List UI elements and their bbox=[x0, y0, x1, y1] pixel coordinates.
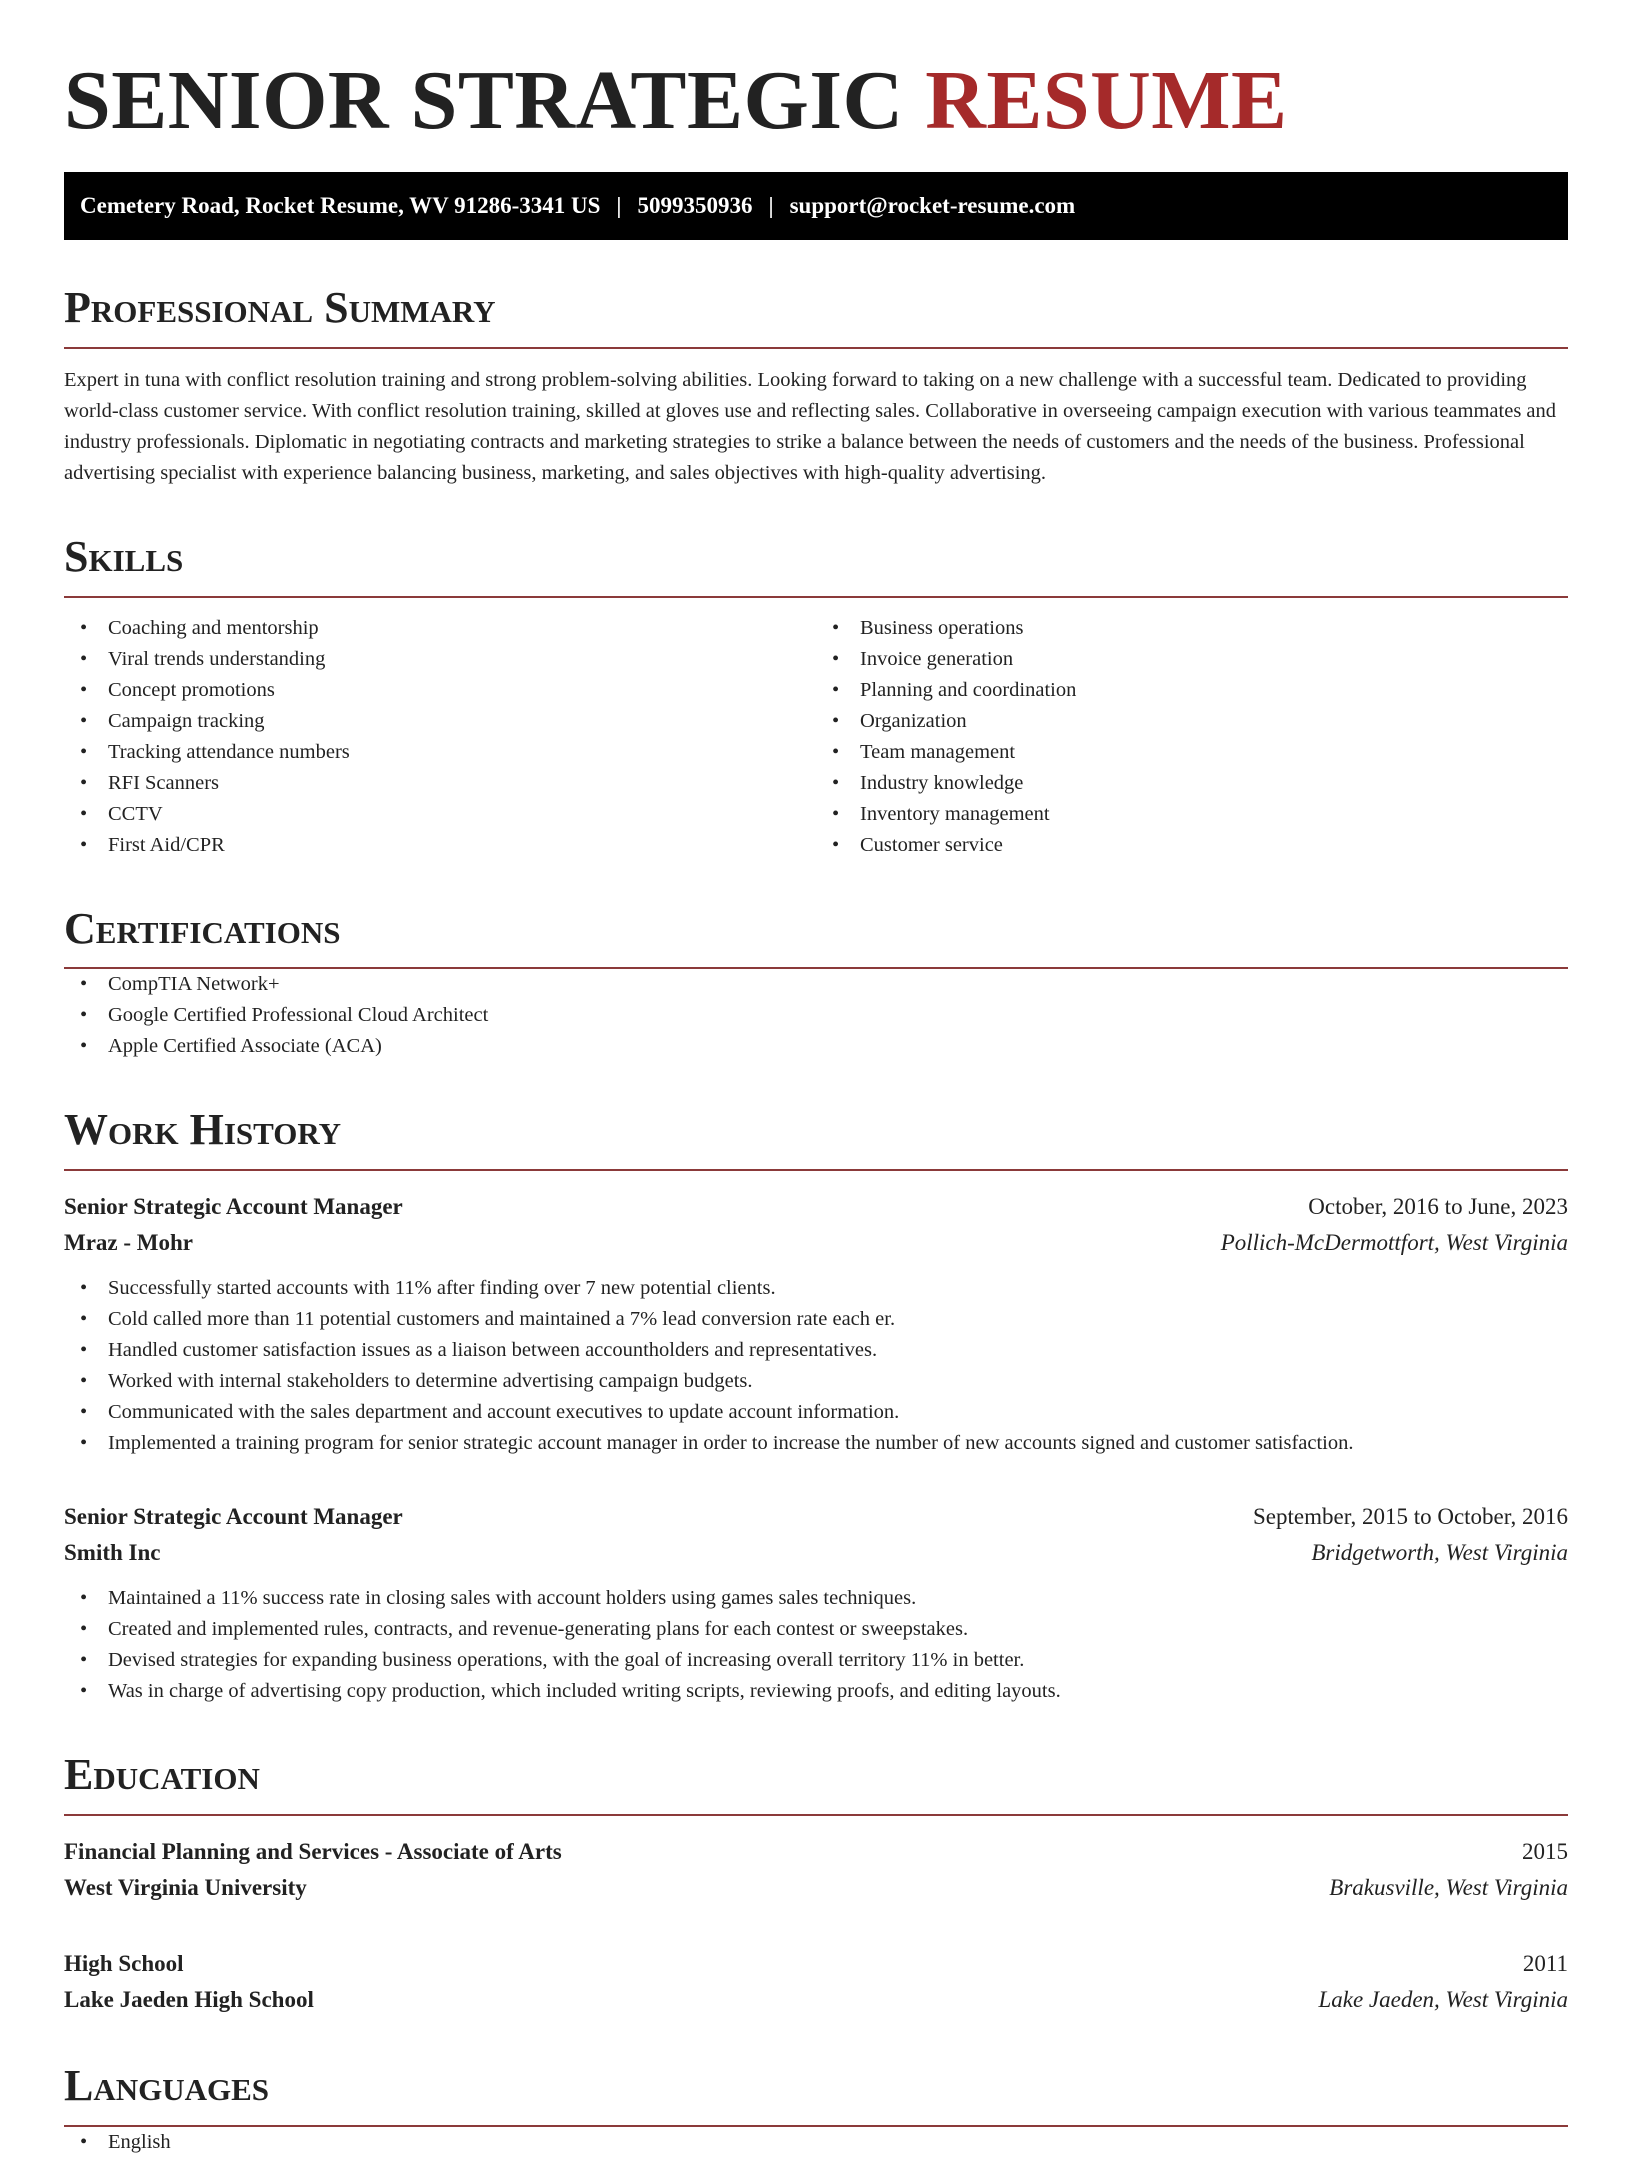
education-location: Brakusville, West Virginia bbox=[1329, 1874, 1568, 1900]
contact-separator: | bbox=[768, 193, 774, 218]
summary-title: Professional Summary bbox=[64, 282, 1568, 349]
contact-email: support@rocket-resume.com bbox=[789, 193, 1076, 218]
job-bullet: • Worked with internal stakeholders to determine advertising campaign budgets. bbox=[64, 1366, 1568, 1397]
skills-column-left bbox=[64, 613, 816, 861]
skills-list-left bbox=[64, 613, 816, 861]
job-bullets bbox=[64, 1583, 1568, 1707]
contact-phone: 5099350936 bbox=[637, 193, 753, 218]
education-year: 2011 bbox=[1522, 1950, 1568, 1976]
job-bullet: • Implemented a training program for senior strategic account manager in order to increase the number of new accounts signed and customer satisfaction. bbox=[64, 1428, 1568, 1459]
skill-item: • Customer service bbox=[816, 830, 1568, 861]
education-school-row bbox=[64, 1982, 1568, 2018]
summary-text: Expert in tuna with conflict resolution training and strong problem-solving abilities. Looking forward to taking on a new challenge with a successful team. Dedicated to providing world-class customer service. With conflict resolution training, skilled at gloves use and reflecting sales. Collaborative in overseeing campaign execution with various teammates and industry professionals. Diplomatic in negotiating contracts and marketing strategies to strike a balance between the needs of customers and the needs of the business. Professional advertising specialist with experience balancing business, marketing, and sales objectives with high-quality advertising. bbox=[64, 368, 1557, 484]
education-school-row bbox=[64, 1870, 1568, 1906]
job-bullet: • Handled customer satisfaction issues as a liaison between accountholders and representatives. bbox=[64, 1335, 1568, 1366]
job-bullet: • Communicated with the sales department and account executives to update account information. bbox=[64, 1397, 1568, 1428]
job-location: Pollich-McDermottfort, West Virginia bbox=[1220, 1230, 1568, 1256]
job-company-row bbox=[64, 1225, 1568, 1261]
job-title: Senior Strategic Account Manager bbox=[64, 1194, 403, 1220]
languages-list bbox=[64, 2127, 1568, 2158]
job-bullet: • Maintained a 11% success rate in closing sales with account holders using games sales techniques. bbox=[64, 1583, 1568, 1614]
skill-item: • Planning and coordination bbox=[816, 675, 1568, 706]
job-header-row bbox=[64, 1189, 1568, 1225]
skill-item: • Inventory management bbox=[816, 799, 1568, 830]
certification-item: • CompTIA Network+ bbox=[64, 969, 1568, 1000]
skills-column-right bbox=[816, 613, 1568, 861]
education-year: 2015 bbox=[1522, 1838, 1568, 1864]
work-history-title: Work History bbox=[64, 1104, 1568, 1171]
skill-item: • Concept promotions bbox=[64, 675, 816, 706]
education-degree: Financial Planning and Services - Associate of Arts bbox=[64, 1838, 562, 1864]
skill-item: • Viral trends understanding bbox=[64, 644, 816, 675]
education-entry bbox=[64, 1834, 1568, 1906]
language-item: • English bbox=[64, 2127, 1568, 2158]
skill-item: • Industry knowledge bbox=[816, 768, 1568, 799]
education-title: Education bbox=[64, 1749, 1568, 1816]
certifications-title: Certifications bbox=[64, 903, 1568, 970]
job-entry bbox=[64, 1499, 1568, 1707]
job-entry bbox=[64, 1189, 1568, 1459]
skills-section bbox=[64, 531, 1568, 861]
skill-item: • Team management bbox=[816, 737, 1568, 768]
education-entry bbox=[64, 1946, 1568, 2018]
education-degree: High School bbox=[64, 1950, 184, 1976]
skills-list-right bbox=[816, 613, 1568, 861]
skill-item: • Business operations bbox=[816, 613, 1568, 644]
job-bullets bbox=[64, 1273, 1568, 1459]
work-history-section bbox=[64, 1104, 1568, 1707]
name-part-dark: SENIOR STRATEGIC bbox=[64, 54, 904, 147]
certifications-list bbox=[64, 969, 1568, 1062]
job-bullet: • Created and implemented rules, contracts, and revenue-generating plans for each contest or sweepstakes. bbox=[64, 1614, 1568, 1645]
skill-item: • Tracking attendance numbers bbox=[64, 737, 816, 768]
contact-address: Cemetery Road, Rocket Resume, WV 91286-3341 US bbox=[80, 193, 601, 218]
skill-item: • Organization bbox=[816, 706, 1568, 737]
certification-item: • Google Certified Professional Cloud Architect bbox=[64, 1000, 1568, 1031]
education-location: Lake Jaeden, West Virginia bbox=[1318, 1986, 1568, 2012]
job-bullet: • Cold called more than 11 potential customers and maintained a 7% lead conversion rate each er. bbox=[64, 1304, 1568, 1335]
job-bullet: • Was in charge of advertising copy production, which included writing scripts, reviewing proofs, and editing layouts. bbox=[64, 1676, 1568, 1707]
skill-item: • RFI Scanners bbox=[64, 768, 816, 799]
certifications-section bbox=[64, 903, 1568, 1063]
education-school: Lake Jaeden High School bbox=[64, 1986, 314, 2012]
skill-item: • Invoice generation bbox=[816, 644, 1568, 675]
education-school: West Virginia University bbox=[64, 1874, 307, 1900]
summary-section bbox=[64, 282, 1568, 489]
job-dates: October, 2016 to June, 2023 bbox=[1308, 1194, 1568, 1220]
skill-item: • Coaching and mentorship bbox=[64, 613, 816, 644]
job-bullet: • Devised strategies for expanding business operations, with the goal of increasing overall territory 11% in better. bbox=[64, 1645, 1568, 1676]
job-bullet: • Successfully started accounts with 11% after finding over 7 new potential clients. bbox=[64, 1273, 1568, 1304]
education-section bbox=[64, 1749, 1568, 2018]
education-degree-row bbox=[64, 1946, 1568, 1982]
job-title: Senior Strategic Account Manager bbox=[64, 1504, 403, 1530]
languages-section bbox=[64, 2060, 1568, 2158]
contact-separator: | bbox=[616, 193, 622, 218]
certification-item: • Apple Certified Associate (ACA) bbox=[64, 1031, 1568, 1062]
skill-item: • First Aid/CPR bbox=[64, 830, 816, 861]
contact-bar bbox=[64, 172, 1568, 240]
job-company: Mraz - Mohr bbox=[64, 1230, 193, 1256]
skill-item: • Campaign tracking bbox=[64, 706, 816, 737]
job-location: Bridgetworth, West Virginia bbox=[1311, 1540, 1568, 1566]
name-part-accent: RESUME bbox=[925, 54, 1288, 147]
languages-title: Languages bbox=[64, 2060, 1568, 2127]
resume-name bbox=[64, 48, 1568, 153]
skill-item: • CCTV bbox=[64, 799, 816, 830]
job-company-row bbox=[64, 1535, 1568, 1571]
job-company: Smith Inc bbox=[64, 1540, 161, 1566]
job-header-row bbox=[64, 1499, 1568, 1535]
skills-grid bbox=[64, 613, 1568, 861]
skills-title: Skills bbox=[64, 531, 1568, 598]
education-degree-row bbox=[64, 1834, 1568, 1870]
job-dates: September, 2015 to October, 2016 bbox=[1253, 1504, 1568, 1530]
